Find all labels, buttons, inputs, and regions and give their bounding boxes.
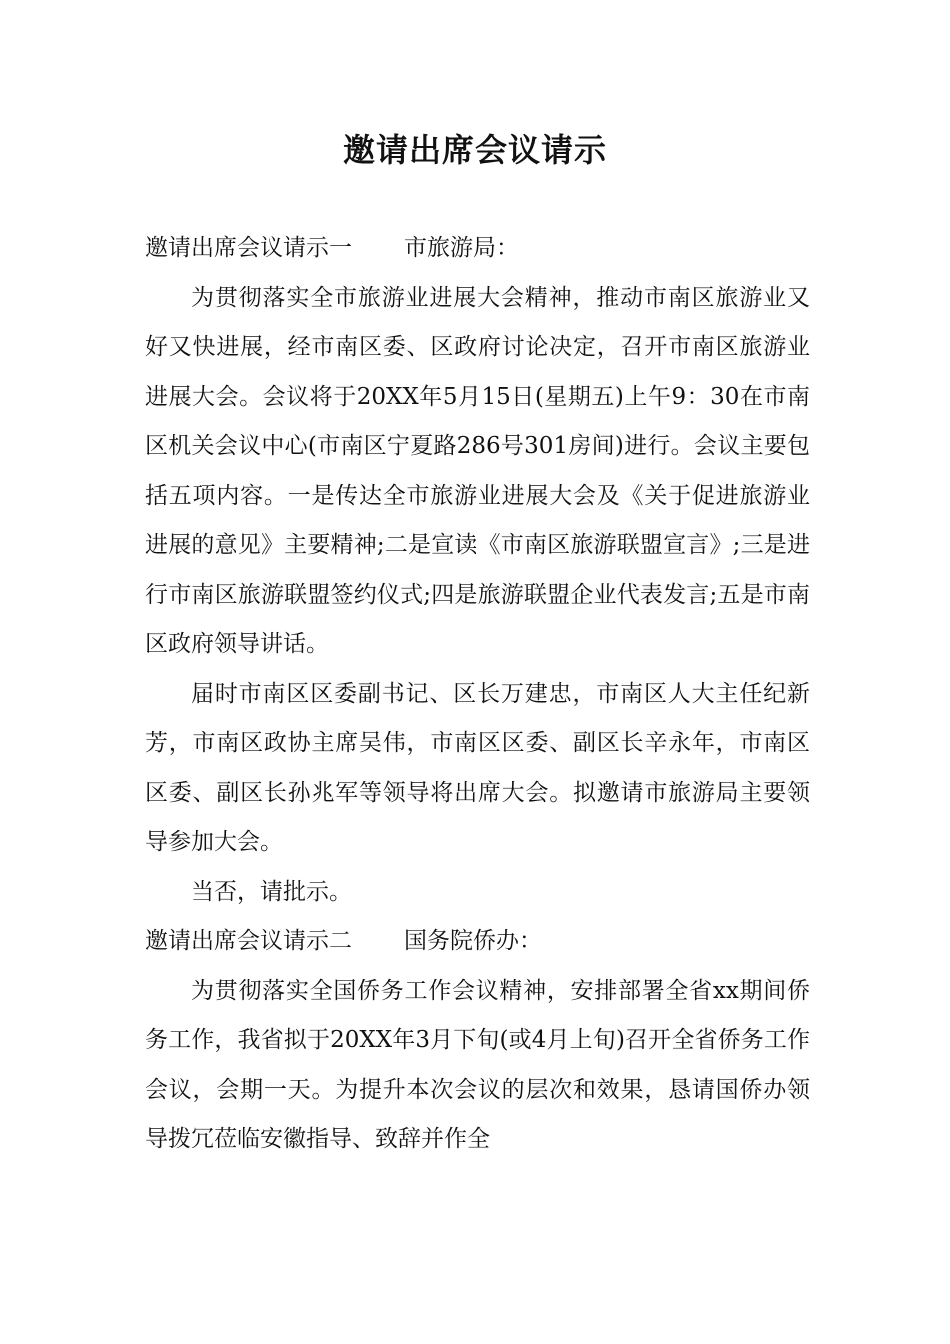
section-2-paragraph-1: 为贯彻落实全国侨务工作会议精神，安排部署全省xx期间侨务工作，我省拟于20XX年3月下旬(或4月上旬)召开全省侨务工作会议，会期一天。为提升本次会议的层次和效果，恳请国侨办领导拨冗莅临安徽指导、致辞并作全 — [145, 977, 810, 1152]
section-1-recipient: 市旅游局： — [404, 235, 519, 261]
section-1-paragraph-1: 为贯彻落实全市旅游业进展大会精神，推动市南区旅游业又好又快进展，经市南区委、区政府讨论决定，召开市南区旅游业进展大会。会议将于20XX年5月15日(星期五)上午9：30在市南区机关会议中心(市南区宁夏路286号301房间)进行。会议主要包括五项内容。一是传达全市旅游业进展大会及《关于促进旅游业进展的意见》主要精神;二是宣读《市南区旅游联盟宣言》;三是进行市南区旅游联盟签约仪式;四是旅游联盟企业代表发言;五是市南区政府领导讲话。 — [145, 284, 810, 657]
section-heading-1 — [145, 224, 810, 274]
document-title: 邀请出席会议请示 — [342, 131, 607, 169]
section-2-heading-text: 邀请出席会议请示二 — [145, 928, 352, 954]
section-heading-2 — [145, 917, 810, 967]
section-2-recipient: 国务院侨办： — [404, 928, 542, 954]
document-body — [145, 224, 810, 1165]
section-1-heading-text: 邀请出席会议请示一 — [145, 235, 352, 261]
section-1-paragraph-2: 届时市南区区委副书记、区长万建忠，市南区人大主任纪新芳，市南区政协主席吴伟，市南区区委、副区长辛永年，市南区区委、副区长孙兆军等领导将出席大会。拟邀请市旅游局主要领导参加大会。 — [145, 680, 810, 855]
section-1-paragraph-3: 当否，请批示。 — [191, 878, 352, 905]
